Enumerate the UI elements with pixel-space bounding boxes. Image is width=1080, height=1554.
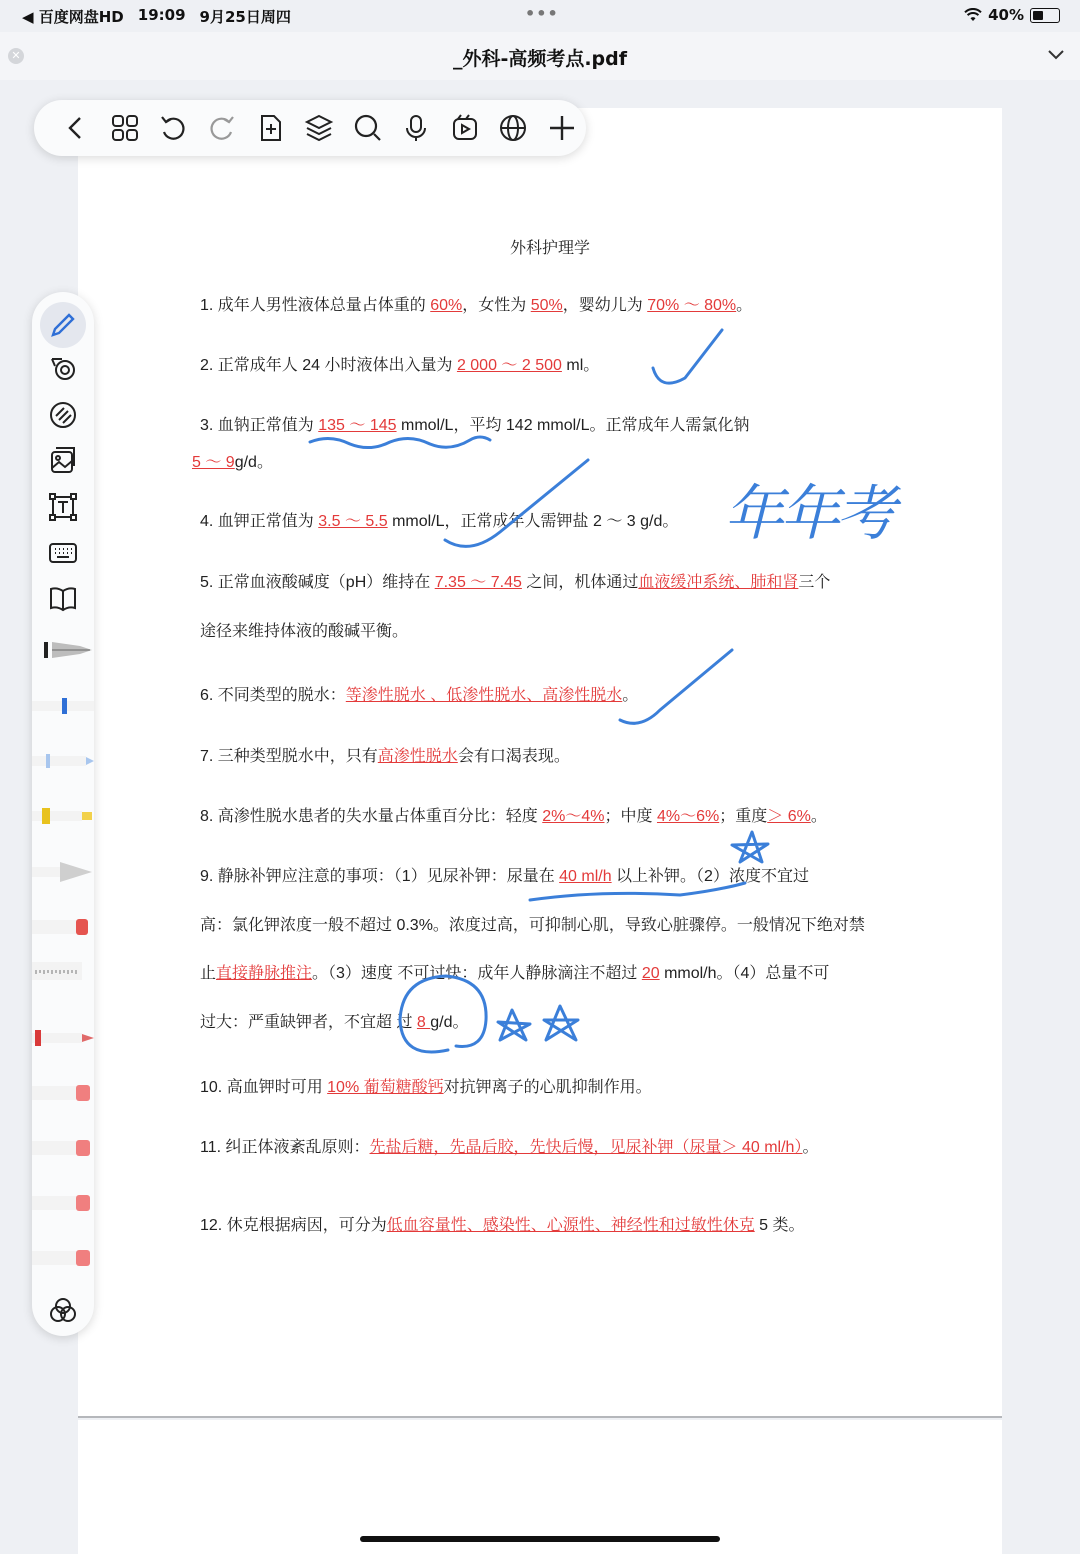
pdf-next-page[interactable] — [78, 1420, 1002, 1554]
doc-line — [200, 863, 809, 886]
answer-text: 2 000 ～ 2 500 — [456, 357, 562, 374]
marker-1-icon[interactable] — [32, 1081, 94, 1105]
answer-text: 5 ～ 9 — [192, 454, 235, 471]
add-page-icon[interactable] — [246, 108, 295, 148]
answer-text: 7.35 ～ 7.45 — [434, 574, 522, 591]
doc-line — [200, 1212, 805, 1235]
back-icon[interactable] — [52, 108, 101, 148]
answer-text: 70% ～ 80% — [647, 297, 737, 314]
undo-icon[interactable] — [149, 108, 198, 148]
doc-line — [200, 912, 865, 935]
doc-text: 之间，机体通过 — [521, 574, 639, 591]
doc-text: g/d。 — [430, 1014, 469, 1031]
doc-text: 1. 成年人男性液体总量占体重的 — [200, 297, 431, 314]
eraser-pen-icon[interactable] — [32, 915, 94, 939]
answer-text: 先盐后糖，先晶后胶，先快后慢，见尿补钾（尿量＞ 40 ml/h） — [369, 1139, 803, 1156]
marker-3-icon[interactable] — [32, 1191, 94, 1215]
answer-text: 2%～4% — [542, 808, 605, 825]
media-icon[interactable] — [440, 108, 489, 148]
status-time: 19:09 — [137, 6, 186, 24]
home-indicator[interactable] — [360, 1536, 720, 1542]
doc-line — [200, 1074, 652, 1097]
document-title: _外科-高频考点.pdf — [452, 48, 628, 70]
text-box-icon[interactable] — [47, 491, 79, 523]
status-bar — [0, 0, 1080, 32]
wifi-icon — [964, 8, 982, 22]
doc-text: 7. 三种类型脱水中，只有 — [200, 748, 378, 765]
answer-text: 直接静脉推注 — [216, 965, 313, 982]
doc-text: 。 — [736, 297, 753, 314]
book-icon[interactable] — [47, 583, 79, 615]
doc-text: 4. 血钾正常值为 — [200, 513, 319, 530]
handwriting-note: 年年考 — [724, 479, 892, 549]
lasso-icon[interactable] — [47, 353, 79, 385]
doc-text: 过大：严重缺钾者，不宜超 过 — [200, 1014, 417, 1031]
battery-icon — [1030, 8, 1060, 23]
doc-text: 8. 高渗性脱水患者的失水量占体重百分比：轻度 — [200, 808, 543, 825]
doc-line — [200, 803, 827, 826]
doc-text: ，婴幼儿为 — [562, 297, 648, 314]
doc-text: ml。 — [561, 357, 600, 374]
doc-line — [200, 292, 752, 315]
doc-text: 止 — [200, 965, 217, 982]
answer-text: 10% 葡萄糖酸钙 — [327, 1079, 444, 1096]
ruler-icon[interactable] — [32, 960, 94, 984]
color-palette-icon[interactable] — [47, 1294, 79, 1326]
annotation-sidebar — [32, 292, 94, 1336]
doc-text: 。 — [622, 687, 639, 704]
doc-text: 10. 高血钾时可用 — [200, 1079, 328, 1096]
answer-text: 8 — [416, 1014, 431, 1031]
layers-icon[interactable] — [295, 108, 344, 148]
multitask-dots-icon[interactable]: ••• — [525, 4, 559, 23]
answer-text: 低血容量性、感染性、心源性、神经性和过敏性休克 — [386, 1217, 755, 1234]
status-app[interactable]: ◀ 百度网盘HD — [22, 8, 124, 26]
battery-percent: 40% — [988, 6, 1024, 24]
doc-text: mmol/L，平均 142 mmol/L。正常成年人需氯化钠 — [396, 417, 750, 434]
answer-text: 4%～6% — [656, 808, 720, 825]
doc-text: 途径来维持体液的酸碱平衡。 — [200, 623, 409, 640]
doc-text: 5 类。 — [754, 1217, 805, 1234]
doc-text: 5. 正常血液酸碱度（pH）维持在 — [200, 574, 435, 591]
doc-text: 2. 正常成年人 24 小时液体出入量为 — [200, 357, 457, 374]
doc-line — [200, 569, 830, 592]
fountain-pen-icon[interactable] — [32, 638, 94, 662]
answer-text: 135 ～ 145 — [318, 417, 397, 434]
blue-pen-icon[interactable] — [32, 694, 94, 718]
globe-icon[interactable] — [489, 108, 538, 148]
doc-text: 12. 休克根据病因，可分为 — [200, 1217, 387, 1234]
doc-text: ；重度 — [719, 808, 768, 825]
answer-text: 20 — [641, 965, 660, 982]
keyboard-icon[interactable] — [47, 537, 79, 569]
doc-line — [200, 1134, 818, 1157]
doc-text: mmol/L，正常成年人需钾盐 2 ～ 3 g/d。 — [387, 513, 679, 530]
doc-text: 。（3）速度 不可过快：成年人静脉滴注不超过 — [312, 965, 642, 982]
doc-text: 高：氯化钾浓度一般不超过 0.3%。浓度过高，可抑制心肌，导致心脏骤停。一般情况下绝对禁 — [200, 917, 865, 934]
doc-line — [192, 449, 273, 472]
eraser-icon[interactable] — [47, 399, 79, 431]
crayon-icon[interactable] — [32, 860, 94, 884]
pencil-icon[interactable] — [47, 309, 79, 341]
doc-text: 6. 不同类型的脱水： — [200, 687, 346, 704]
doc-line — [200, 743, 570, 766]
top-toolbar — [34, 100, 586, 156]
red-pen-icon[interactable] — [32, 1026, 94, 1050]
doc-text: 9. 静脉补钾应注意的事项：（1）见尿补钾：尿量在 — [200, 868, 560, 885]
redo-icon[interactable] — [198, 108, 247, 148]
doc-text: mmol/h。（4）总量不可 — [659, 965, 830, 982]
title-bar — [0, 32, 1080, 80]
search-icon[interactable] — [343, 108, 392, 148]
doc-text: 对抗钾离子的心肌抑制作用。 — [443, 1079, 652, 1096]
doc-line — [200, 682, 638, 705]
doc-line — [200, 412, 750, 435]
doc-text: 11. 纠正体液紊乱原则： — [200, 1139, 370, 1156]
doc-line — [200, 1009, 469, 1032]
doc-text: 。 — [802, 1139, 819, 1156]
answer-text: 50% — [530, 297, 563, 314]
doc-heading: 外科护理学 — [509, 240, 590, 257]
answer-text: ＞ 6% — [767, 808, 811, 825]
doc-line — [200, 352, 599, 375]
close-icon[interactable]: ✕ — [8, 48, 24, 64]
marker-4-icon[interactable] — [32, 1246, 94, 1270]
doc-text: 3. 血钠正常值为 — [200, 417, 319, 434]
plus-icon[interactable] — [537, 108, 586, 148]
doc-line — [200, 508, 678, 531]
status-date: 9月25日周四 — [199, 8, 291, 26]
mic-icon[interactable] — [392, 108, 441, 148]
light-blue-pen-icon[interactable] — [32, 749, 94, 773]
doc-line — [200, 618, 408, 641]
doc-text: ，女性为 — [462, 297, 531, 314]
answer-text: 高渗性脱水 — [377, 748, 458, 765]
doc-text: 会有口渴表现。 — [457, 748, 570, 765]
marker-2-icon[interactable] — [32, 1136, 94, 1160]
grid-icon[interactable] — [101, 108, 150, 148]
answer-text: 血液缓冲系统、肺和肾 — [638, 574, 799, 591]
image-icon[interactable] — [47, 445, 79, 477]
highlighter-yellow-icon[interactable] — [32, 804, 94, 828]
doc-text: 三个 — [798, 574, 831, 591]
answer-text: 等渗性脱水 、低渗性脱水、高渗性脱水 — [345, 687, 623, 704]
answer-text: 40 ml/h — [559, 868, 612, 885]
answer-text: 3.5 ～ 5.5 — [318, 513, 388, 530]
doc-text: 。 — [810, 808, 827, 825]
doc-text: 以上补钾。（2）浓度不宜过 — [611, 868, 809, 885]
answer-text: 60% — [430, 297, 463, 314]
doc-line — [200, 960, 829, 983]
chevron-down-icon[interactable] — [1046, 44, 1066, 64]
doc-text: ；中度 — [604, 808, 657, 825]
doc-text: g/d。 — [234, 454, 273, 471]
